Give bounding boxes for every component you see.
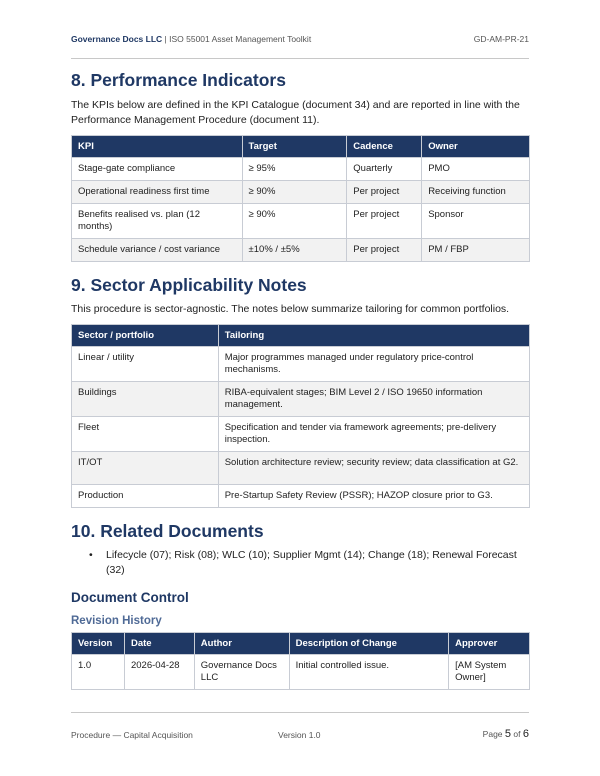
table-row: [72, 181, 530, 204]
table-cell: Buildings: [72, 382, 219, 417]
revision-history-table: [71, 632, 530, 690]
table-cell: Sponsor: [422, 204, 530, 239]
sector-col-portfolio: Sector / portfolio: [72, 325, 219, 347]
section-9-intro: This procedure is sector-agnostic. The notes below summarize tailoring for common portfolios.: [71, 303, 510, 315]
table-cell: PMO: [422, 158, 530, 181]
table-cell: Quarterly: [347, 158, 422, 181]
revision-table-header: [72, 633, 530, 655]
table-row: [72, 239, 530, 262]
sector-table-header: [72, 325, 530, 347]
header-doc-title: ISO 55001 Asset Management Toolkit: [169, 34, 312, 44]
kpi-table: [71, 135, 530, 262]
list-item: • Lifecycle (07); Risk (08); WLC (10); Supplier Mgmt (14); Change (18); Renewal Forecast (32): [71, 548, 530, 578]
table-cell: Receiving function: [422, 181, 530, 204]
table-cell: Stage-gate compliance: [72, 158, 243, 181]
section-9-heading: 9. Sector Applicability Notes: [71, 275, 307, 295]
table-cell: Per project: [347, 181, 422, 204]
sector-col-tailoring: Tailoring: [218, 325, 529, 347]
table-cell: Pre-Startup Safety Review (PSSR); HAZOP closure prior to G3.: [218, 485, 529, 508]
document-control-heading: Document Control: [71, 590, 189, 605]
revision-history-heading: Revision History: [71, 615, 162, 627]
header-doc-id: GD-AM-PR-21: [473, 34, 529, 44]
rev-col-description: Description of Change: [289, 633, 448, 655]
kpi-col-owner: Owner: [422, 136, 530, 158]
table-cell: RIBA-equivalent stages; BIM Level 2 / ISO 19650 information management.: [218, 382, 529, 417]
table-cell: 2026-04-28: [124, 655, 194, 690]
section-8-intro: The KPIs below are defined in the KPI Catalogue (document 34) and are reported in line with the Performance Management Procedure (document 11).: [71, 99, 520, 126]
table-cell: ±10% / ±5%: [242, 239, 347, 262]
table-cell: Production: [72, 485, 219, 508]
of-label: of: [513, 729, 521, 739]
table-row: [72, 158, 530, 181]
table-cell: Benefits realised vs. plan (12 months): [72, 204, 243, 239]
table-cell: Operational readiness first time: [72, 181, 243, 204]
kpi-col-target: Target: [242, 136, 347, 158]
table-cell: Per project: [347, 204, 422, 239]
header-separator: |: [162, 34, 170, 44]
table-cell: ≥ 90%: [242, 204, 347, 239]
header-divider: [71, 58, 529, 59]
page-label: Page: [482, 729, 503, 739]
table-cell: Specification and tender via framework agreements; pre-delivery inspection.: [218, 417, 529, 452]
table-row: [72, 382, 530, 417]
rev-col-author: Author: [194, 633, 289, 655]
table-cell: Solution architecture review; security review; data classification at G2.: [218, 452, 529, 485]
table-cell: ≥ 95%: [242, 158, 347, 181]
footer-doc-name: Procedure — Capital Acquisition: [71, 730, 193, 740]
kpi-col-cadence: Cadence: [347, 136, 422, 158]
table-cell: Major programmes managed under regulatory price-control mechanisms.: [218, 347, 529, 382]
footer-divider: [71, 712, 529, 713]
kpi-table-header: [72, 136, 530, 158]
current-page: 5: [504, 728, 512, 740]
related-documents-list: [71, 548, 530, 578]
rev-col-date: Date: [124, 633, 194, 655]
table-row: [72, 655, 530, 690]
total-pages: 6: [522, 728, 529, 740]
table-row: [72, 204, 530, 239]
page-footer: [71, 730, 529, 744]
page-header: [71, 34, 529, 48]
table-cell: Schedule variance / cost variance: [72, 239, 243, 262]
kpi-col-kpi: KPI: [72, 136, 243, 158]
table-cell: 1.0: [72, 655, 125, 690]
table-cell: Initial controlled issue.: [289, 655, 448, 690]
header-brand: Governance Docs LLC: [71, 34, 163, 44]
table-row: [72, 452, 530, 485]
sector-table: [71, 324, 530, 508]
table-cell: Fleet: [72, 417, 219, 452]
footer-version: Version 1.0: [278, 730, 321, 740]
table-row: [72, 485, 530, 508]
table-cell: ≥ 90%: [242, 181, 347, 204]
table-cell: Linear / utility: [72, 347, 219, 382]
table-row: [72, 347, 530, 382]
page-number: [483, 728, 529, 740]
table-cell: IT/OT: [72, 452, 219, 485]
table-cell: PM / FBP: [422, 239, 530, 262]
section-10-heading: 10. Related Documents: [71, 521, 264, 541]
rev-col-version: Version: [72, 633, 125, 655]
page-content: [71, 68, 530, 690]
rev-col-approver: Approver: [449, 633, 530, 655]
table-cell: Governance Docs LLC: [194, 655, 289, 690]
table-row: [72, 417, 530, 452]
table-cell: Per project: [347, 239, 422, 262]
section-8-heading: 8. Performance Indicators: [71, 70, 286, 90]
table-cell: [AM System Owner]: [449, 655, 530, 690]
